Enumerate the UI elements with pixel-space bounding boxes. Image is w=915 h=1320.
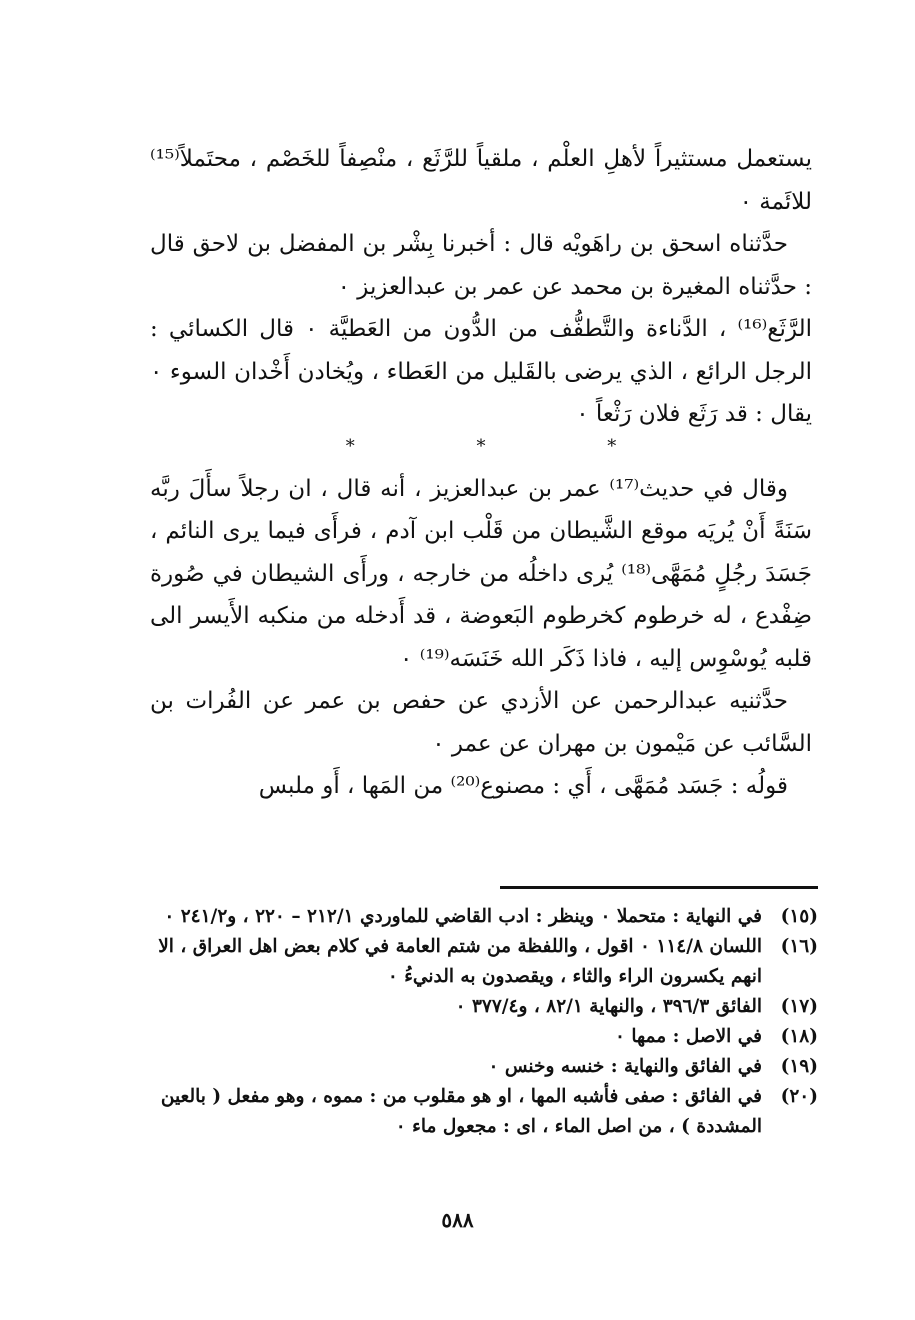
- footnote-item: [152, 1082, 818, 1142]
- footnote-item: [152, 1052, 818, 1082]
- footnote-number: (١٦): [780, 936, 818, 957]
- footnote-item: [152, 932, 818, 992]
- paragraph-2: حدَّثناه اسحق بن راهَويْه قال : أخبرنا بِشْر بن المفضل بن لاحق قال : حدَّثناه المغيرة بن محمد عن عمر بن عبدالعزيز ٠: [150, 231, 812, 300]
- paragraph-1: يستعمل مستثيراً لأهلِ العلْم ، ملقياً للرَّثَع ، منْصِفاً للخَصْم ، محتَملاً⁽¹⁵⁾ للائَمة ٠: [150, 146, 812, 215]
- footnote-number: (٢٠): [780, 1086, 818, 1107]
- footnote-divider: [500, 886, 818, 889]
- section-separator: * * *: [345, 435, 675, 457]
- footnotes: [152, 902, 818, 1142]
- footnote-text: في الفائق والنهاية : خنسه وخنس ٠: [488, 1056, 762, 1077]
- footnote-item: [152, 992, 818, 1022]
- paragraph-4: وقال في حديث⁽¹⁷⁾ عمر بن عبدالعزيز ، أنه قال ، ان رجلاً سأَلَ ربَّه سَنَةً أَنْ يُريَه موقع الشَّيطان من قَلْب ابن آدم ، فرأَى فيما يرى النائم ، جَسَدَ رجُلٍ مُمَهَّى⁽¹⁸⁾ يُرى داخلُه من خارجه ، ورأَى الشيطان في صُورة ضِفْدع ، له خرطوم كخرطوم البَعوضة ، قد أَدخله من منكبه الأَيسر الى قلبه يُوسْوِس إليه ، فاذا ذَكَر الله خَنَسَه⁽¹⁹⁾ ٠: [150, 475, 812, 672]
- footnote-text: الفائق ٣٩٦/٣ ، والنهاية ٨٢/١ ، و٣٧٧/٤ ٠: [455, 996, 762, 1017]
- paragraph-5: حدَّثنيه عبدالرحمن عن الأزدي عن حفص بن عمر عن الفُرات بن السَّائب عن مَيْمون بن مهران عن عمر ٠: [150, 688, 812, 757]
- paragraph-6: قولُه : جَسَد مُمَهَّى ، أَي : مصنوع⁽²⁰⁾ من المَها ، أَو ملبس: [258, 773, 788, 799]
- footnote-item: [152, 902, 818, 932]
- footnote-number: (١٧): [780, 996, 818, 1017]
- footnote-number: (١٨): [780, 1026, 818, 1047]
- paragraph-3: الرَّثَع⁽¹⁶⁾ ، الدَّناءة والتَّطفُّف من الدُّون من العَطيَّة ٠ قال الكسائي : الرجل الرائع ، الذي يرضى بالقَليل من العَطاء ، ويُخادن أَخْدان السوء ٠ يقال : قد رَثَع فلان رَثْعاً ٠: [150, 316, 812, 427]
- footnote-text: في الفائق : صفى فأشبه المها ، او هو مقلوب من : مموه ، وهو مفعل ( بالعين المشددة ) ، من اصل الماء ، اى : مجعول ماء ٠: [160, 1086, 762, 1137]
- main-text: [150, 138, 812, 808]
- footnote-item: [152, 1022, 818, 1052]
- footnote-text: في النهاية : متحملا ٠ وينظر : ادب القاضي للماوردي ٢١٢/١ – ٢٢٠ ، و٢٤١/٢ ٠: [164, 906, 762, 927]
- page-number: ٥٨٨: [441, 1208, 474, 1232]
- footnote-text: في الاصل : ممها ٠: [615, 1026, 762, 1047]
- footnote-number: (١٥): [780, 906, 818, 927]
- footnote-text: اللسان ١١٤/٨ ٠ اقول ، واللفظة من شتم العامة في كلام بعض اهل العراق ، الا انهم يكسرون الراء والثاء ، ويقصدون به الدنيءُ ٠: [158, 936, 762, 987]
- footnote-number: (١٩): [780, 1056, 818, 1077]
